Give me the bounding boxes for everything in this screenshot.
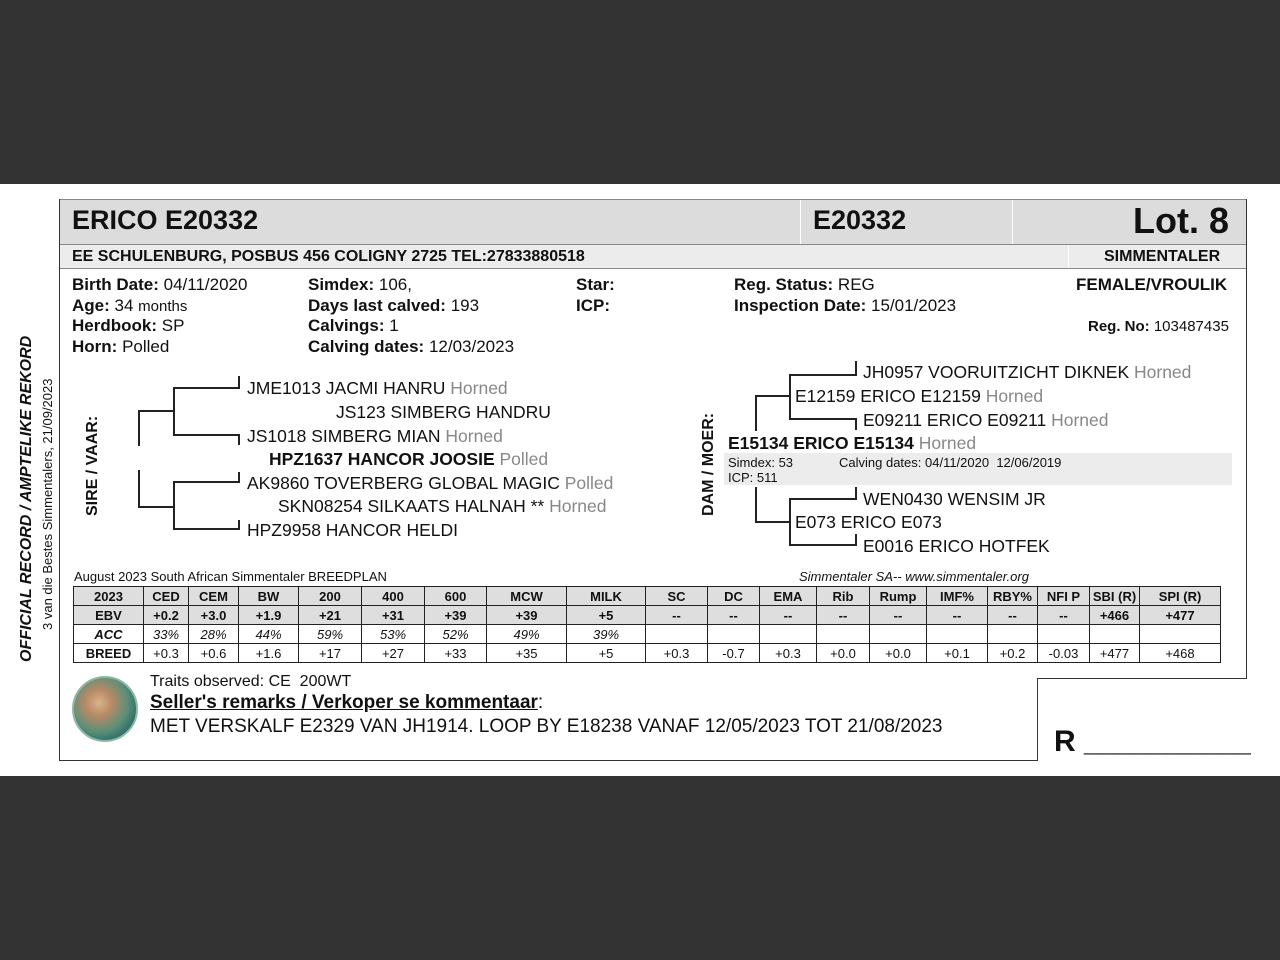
breedplan-cell: DC	[708, 587, 760, 606]
frame-left	[59, 199, 60, 760]
breedplan-cell: BREED	[74, 644, 144, 663]
frame-bottom	[59, 760, 1038, 761]
dam-sire-dam: E09211 ERICO E09211 Horned	[863, 410, 1109, 430]
breedplan-cell: --	[1038, 606, 1090, 625]
breedplan-cell: --	[817, 606, 870, 625]
breedplan-cell	[927, 625, 988, 644]
breedplan-cell: EBV	[74, 606, 144, 625]
breedplan-cell: 400	[362, 587, 425, 606]
breedplan-cell: +0.2	[988, 644, 1038, 663]
breedplan-cell: +0.0	[870, 644, 927, 663]
breedplan-cell: ACC	[74, 625, 144, 644]
dam-sire-sire: JH0957 VOORUITZICHT DIKNEK Horned	[863, 362, 1192, 382]
sire-dam-sire: AK9860 TOVERBERG GLOBAL MAGIC Polled	[247, 473, 614, 493]
inspection-date: Inspection Date: 15/01/2023	[734, 296, 957, 315]
sellers-remarks-text: MET VERSKALF E2329 VAN JH1914. LOOP BY E18238 VANAF 12/05/2023 TOT 21/08/2023	[150, 716, 943, 737]
ped-line	[855, 534, 857, 546]
dam-dam-dam: E0016 ERICO HOTFEK	[863, 536, 1050, 556]
breedplan-cell: IMF%	[927, 587, 988, 606]
breedplan-breed-row	[74, 644, 1221, 663]
ped-line	[138, 506, 173, 508]
breedplan-cell: +21	[299, 606, 362, 625]
ped-line	[789, 498, 856, 500]
breedplan-cell: +0.1	[927, 644, 988, 663]
dam-icp: ICP: 511	[728, 470, 778, 485]
ped-line	[173, 528, 239, 530]
breeder-address: EE SCHULENBURG, POSBUS 456 COLIGNY 2725 TEL:27833880518	[72, 248, 585, 265]
age: Age: 34 months	[72, 296, 188, 315]
icp-label: ICP:	[576, 296, 610, 315]
horn-status: Horn: Polled	[72, 337, 170, 356]
breedplan-cell: Rib	[817, 587, 870, 606]
breedplan-cell: +466	[1090, 606, 1140, 625]
sire-dam: SKN08254 SILKAATS HALNAH ** Horned	[278, 496, 607, 516]
breedplan-website: Simmentaler SA-- www.simmentaler.org	[799, 569, 1029, 584]
breedplan-cell	[1140, 625, 1221, 644]
ped-line	[789, 418, 856, 420]
breedplan-cell: --	[927, 606, 988, 625]
sire-sire-dam: JS1018 SIMBERG MIAN Horned	[247, 426, 503, 446]
calvings: Calvings: 1	[308, 316, 399, 335]
breedplan-cell: +468	[1140, 644, 1221, 663]
breedplan-header-row	[74, 587, 1221, 606]
breedplan-cell: +39	[425, 606, 487, 625]
breedplan-cell: 33%	[144, 625, 189, 644]
birth-date: Birth Date: 04/11/2020	[72, 275, 248, 294]
sire: HPZ1637 HANCOR JOOSIE Polled	[269, 449, 549, 469]
ped-line	[238, 434, 240, 445]
ped-line	[789, 498, 791, 546]
breedplan-cell: +0.0	[817, 644, 870, 663]
breedplan-cell: 44%	[239, 625, 299, 644]
breedplan-cell: +5	[567, 606, 646, 625]
ped-line	[173, 387, 239, 389]
breedplan-acc-row	[74, 625, 1221, 644]
dam-dam-sire: WEN0430 WENSIM JR	[863, 489, 1046, 509]
ped-line	[789, 544, 856, 546]
breeder-divider	[1068, 245, 1069, 268]
breedplan-cell: BW	[239, 587, 299, 606]
ped-line	[173, 481, 239, 483]
breedplan-cell	[760, 625, 817, 644]
ped-line	[789, 374, 856, 376]
breedplan-cell: +477	[1090, 644, 1140, 663]
dam-label: DAM / MOER:	[700, 412, 717, 516]
sire-sire-sire: JME1013 JACMI HANRU Horned	[247, 378, 508, 398]
sellers-remarks-heading: Seller's remarks / Verkoper se kommentaar:	[150, 692, 544, 713]
breedplan-cell: RBY%	[988, 587, 1038, 606]
herdbook: Herdbook: SP	[72, 316, 185, 335]
breedplan-cell: 59%	[299, 625, 362, 644]
breedplan-cell: +0.2	[144, 606, 189, 625]
breedplan-cell: CEM	[189, 587, 239, 606]
ped-line	[855, 487, 857, 500]
breedplan-cell: 2023	[74, 587, 144, 606]
breedplan-cell: 49%	[487, 625, 567, 644]
breedplan-cell: +0.6	[189, 644, 239, 663]
breedplan-cell: 600	[425, 587, 487, 606]
lot-number: Lot. 8	[1133, 200, 1229, 241]
ped-line	[173, 387, 175, 435]
breedplan-cell: 53%	[362, 625, 425, 644]
breedplan-cell: +17	[299, 644, 362, 663]
breedplan-cell: MCW	[487, 587, 567, 606]
ped-line	[755, 487, 757, 523]
reg-number: Reg. No: 103487435	[1088, 318, 1229, 335]
breedplan-cell: +0.3	[144, 644, 189, 663]
frame-right	[1246, 199, 1247, 679]
breedplan-cell: +0.3	[760, 644, 817, 663]
breedplan-cell: CED	[144, 587, 189, 606]
star-label: Star:	[576, 275, 615, 294]
breedplan-cell: SC	[646, 587, 708, 606]
simmentaler-logo	[72, 676, 138, 742]
breedplan-cell: +1.9	[239, 606, 299, 625]
breedplan-cell: --	[646, 606, 708, 625]
simdex: Simdex: 106,	[308, 275, 412, 294]
breedplan-cell: SPI (R)	[1140, 587, 1221, 606]
breedplan-cell: +35	[487, 644, 567, 663]
traits-observed: Traits observed: CE 200WT	[150, 673, 352, 690]
breedplan-caption: August 2023 South African Simmentaler BREEDPLAN	[74, 569, 387, 584]
dam-calving-dates: Calving dates: 04/11/2020 12/06/2019	[839, 455, 1062, 470]
breedplan-cell: -0.03	[1038, 644, 1090, 663]
reg-status: Reg. Status: REG	[734, 275, 875, 294]
days-last-calved: Days last calved: 193	[308, 296, 480, 315]
breedplan-cell	[1090, 625, 1140, 644]
breedplan-cell: 28%	[189, 625, 239, 644]
breedplan-cell	[646, 625, 708, 644]
breedplan-cell: +3.0	[189, 606, 239, 625]
ped-line	[855, 361, 857, 376]
sire-sire: JS123 SIMBERG HANDRU	[336, 402, 551, 422]
ped-line	[755, 395, 757, 431]
animal-id: E20332	[813, 205, 907, 235]
breedplan-cell	[817, 625, 870, 644]
breedplan-ebv-row	[74, 606, 1221, 625]
breedplan-cell: +0.3	[646, 644, 708, 663]
ped-line	[855, 418, 857, 430]
title-divider	[800, 200, 801, 244]
source-label: 3 van die Bestes Simmentalers, 21/09/2023	[40, 378, 55, 630]
breedplan-table	[73, 586, 1221, 663]
breedplan-cell: MILK	[567, 587, 646, 606]
ped-line	[238, 472, 240, 483]
animal-name: ERICO E20332	[72, 205, 259, 235]
breedplan-cell	[988, 625, 1038, 644]
sire-label: SIRE / VAAR:	[84, 415, 101, 516]
ped-line	[755, 395, 790, 397]
breedplan-cell: EMA	[760, 587, 817, 606]
ped-line	[138, 410, 140, 446]
title-divider	[1012, 200, 1013, 244]
breedplan-cell: --	[708, 606, 760, 625]
ped-line	[755, 521, 790, 523]
dam-sire: E12159 ERICO E12159 Horned	[795, 386, 1044, 406]
breedplan-cell: +31	[362, 606, 425, 625]
breedplan-cell: 39%	[567, 625, 646, 644]
breedplan-cell: +477	[1140, 606, 1221, 625]
price-field[interactable]: R __________	[1054, 725, 1251, 758]
dam: E15134 ERICO E15134 Horned	[728, 433, 977, 453]
ped-line	[238, 376, 240, 389]
ped-line	[138, 470, 140, 508]
breedplan-cell: +1.6	[239, 644, 299, 663]
breedplan-cell: 200	[299, 587, 362, 606]
dam-dam: E073 ERICO E073	[795, 512, 942, 532]
sire-dam-dam: HPZ9958 HANCOR HELDI	[247, 520, 459, 540]
breedplan-cell: -0.7	[708, 644, 760, 663]
breedplan-cell: --	[870, 606, 927, 625]
ped-line	[138, 410, 173, 412]
breedplan-cell: 52%	[425, 625, 487, 644]
dam-simdex: Simdex: 53	[728, 455, 794, 470]
official-record-label: OFFICIAL RECORD / AMPTELIKE REKORD	[18, 335, 35, 662]
breedplan-cell: +39	[487, 606, 567, 625]
breedplan-cell: Rump	[870, 587, 927, 606]
breedplan-cell: +5	[567, 644, 646, 663]
ped-line	[238, 520, 240, 530]
sex: FEMALE/VROULIK	[1076, 275, 1228, 294]
calving-dates: Calving dates: 12/03/2023	[308, 337, 515, 356]
breedplan-cell	[708, 625, 760, 644]
breedplan-cell: +27	[362, 644, 425, 663]
ped-line	[173, 481, 175, 530]
breed-name: SIMMENTALER	[1104, 248, 1221, 265]
breedplan-cell: --	[988, 606, 1038, 625]
breedplan-cell: SBI (R)	[1090, 587, 1140, 606]
breedplan-cell: NFI P	[1038, 587, 1090, 606]
catalog-sheet	[0, 184, 1280, 776]
breedplan-cell	[870, 625, 927, 644]
breedplan-cell: --	[760, 606, 817, 625]
ped-line	[789, 374, 791, 420]
breedplan-cell	[1038, 625, 1090, 644]
breedplan-cell: +33	[425, 644, 487, 663]
ped-line	[173, 434, 239, 436]
